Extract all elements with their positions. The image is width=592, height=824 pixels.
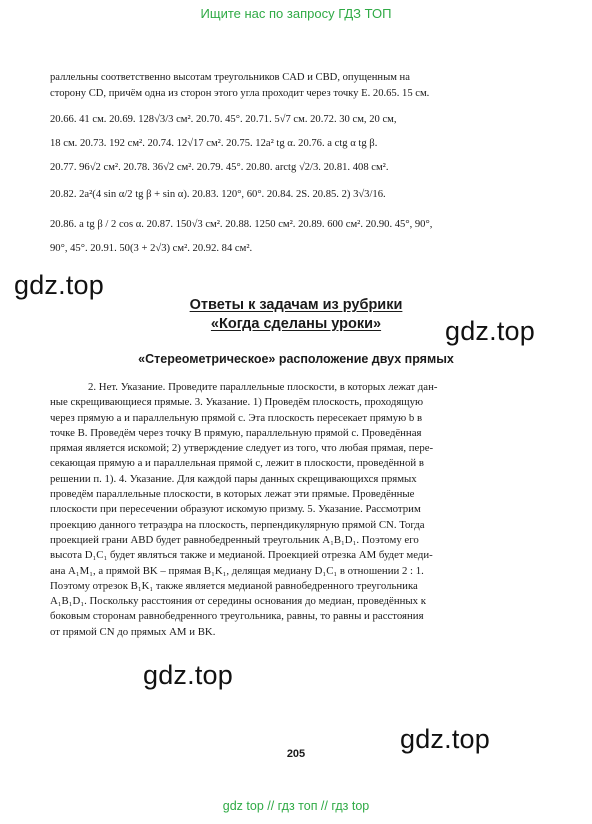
solution-line: секающая прямую a и параллельная прямой c, лежит в плоскости, проведённой в (50, 457, 424, 470)
footer-links[interactable]: gdz top // гдз топ // гдз top (222, 799, 370, 813)
solution-line: A₁B₁D₁. Поскольку расстояния от середины основания до медиан, проведённых к (50, 595, 426, 608)
solution-line: проекцию данного тетраэдра на плоскость, перпендикулярную прямой CN. Тогда (50, 518, 425, 531)
answer-line: раллельны соответственно высотам треугольников CAD и CBD, опущенным на (50, 72, 410, 83)
solution-line: точке B. Проведём через точку B прямую, параллельную прямой c. Проведённая (50, 426, 422, 439)
answer-line: 20.66. 41 см. 20.69. 128√3/3 см². 20.70. 45°. 20.71. 5√7 см. 20.72. 30 см, 20 см, (50, 114, 397, 125)
solution-line: через прямую a и параллельную прямой c. Эта плоскость пересекает прямую b в (50, 411, 423, 424)
watermark-text: gdz.top (143, 660, 233, 690)
watermark-text: gdz.top (14, 270, 104, 300)
solution-line: 2. Нет. Указание. Проведите параллельные плоскости, в которых лежат дан- (88, 381, 438, 393)
solution-line: высота D₁C₁ будет являться также и медианой. Проекцией отрезка AM будет меди- (50, 549, 433, 562)
solution-text (50, 380, 542, 640)
section-title-line2: «Когда сделаны уроки» (210, 316, 382, 332)
solution-line: от прямой CN до прямых AM и BK. (50, 625, 216, 638)
section-title-line1: Ответы к задачам из рубрики (189, 297, 403, 313)
answer-line: сторону CD, причём одна из сторон этого угла проходит через точку E. 20.65. 15 см. (50, 88, 430, 99)
top-search-banner[interactable]: Ищите нас по запросу ГДЗ ТОП (200, 6, 392, 21)
solution-line: ана A₁M₁, а прямой BK – прямая B₁K₁, делящая медиану D₁C₁ в отношении 2 : 1. (50, 564, 424, 577)
solution-line: плоскости при пересечении образуют искомую призму. 5. Указание. Рассмотрим (50, 503, 421, 516)
watermark-text: gdz.top (400, 724, 490, 754)
page-number: 205 (286, 748, 306, 760)
answer-line: 20.86. a tg β / 2 cos α. 20.87. 150√3 см². 20.88. 1250 см². 20.89. 600 см². 20.90. 45°, 90°, (50, 219, 433, 230)
solution-line: проведём параллельные плоскости, в которых лежат эти прямые. Проведённые (50, 488, 415, 501)
solution-line: решении п. 1). 4. Указание. Для каждой пары данных скрещивающихся прямых (50, 472, 417, 485)
section-subtitle: «Стереометрическое» расположение двух прямых (138, 352, 454, 366)
solution-line: боковым сторонам равнобедренного треугольника, равны, то равны и расстояния (50, 610, 424, 623)
watermark-text: gdz.top (445, 316, 535, 346)
answer-line: 20.82. 2a²(4 sin α/2 tg β + sin α). 20.83. 120°, 60°. 20.84. 2S. 20.85. 2) 3√3/16. (50, 189, 386, 200)
answer-line: 90°, 45°. 20.91. 50(3 + 2√3) см². 20.92. 84 см². (50, 243, 253, 254)
solution-line: прямая является искомой; 2) утверждение следует из того, что любая прямая, пере- (50, 442, 434, 455)
solution-line: ные скрещивающиеся прямые. 3. Указание. 1) Проведём плоскость, проходящую (50, 396, 424, 409)
solution-line: Поэтому отрезок B₁K₁ также является медианой равнобедренного треугольника (50, 579, 418, 592)
solution-line: проекцией грани ABD будет равнобедренный треугольник A₁B₁D₁. Поэтому его (50, 533, 419, 546)
answer-line: 18 см. 20.73. 192 см². 20.74. 12√17 см². 20.75. 12a² tg α. 20.76. a ctg α tg β. (50, 138, 378, 149)
answer-line: 20.77. 96√2 см². 20.78. 36√2 см². 20.79. 45°. 20.80. arctg √2/3. 20.81. 408 см². (50, 162, 389, 173)
